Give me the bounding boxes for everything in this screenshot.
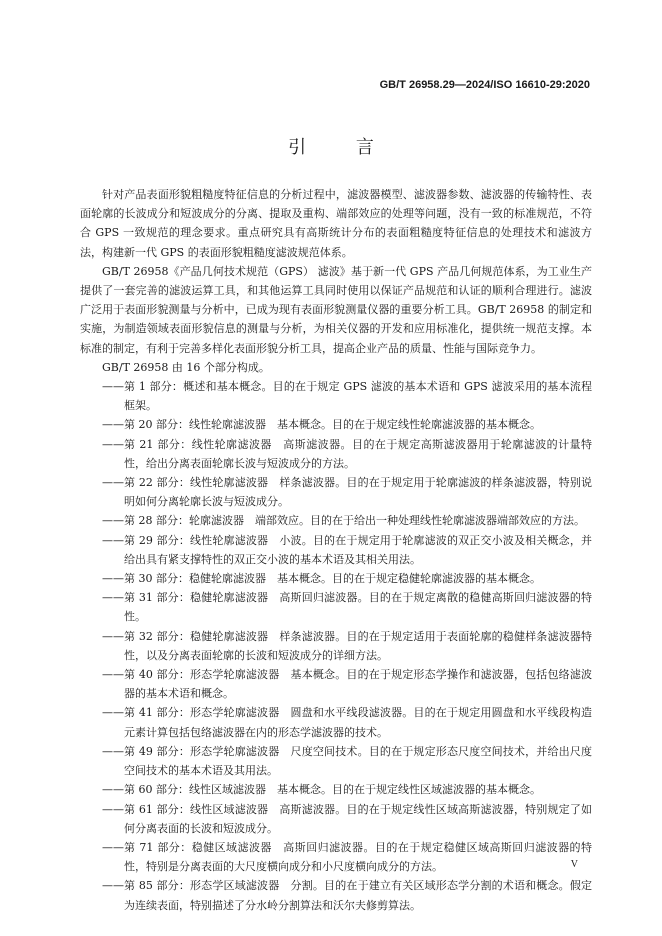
- parts-list-item: [80, 473, 592, 511]
- list-item-text: 第 60 部分：线性区域滤波器 基本概念。目的在于规定线性区域滤波器的基本概念。: [124, 783, 541, 797]
- list-dash: ——: [102, 668, 124, 682]
- parts-list-item: [80, 531, 592, 569]
- list-item-text: 第 30 部分：稳健轮廓滤波器 基本概念。目的在于规定稳健轮廓滤波器的基本概念。: [124, 572, 541, 586]
- intro-paragraph-1: 针对产品表面形貌粗糙度特征信息的分析过程中，滤波器模型、滤波器参数、滤波器的传输特性、表面轮廓的长波成分和短波成分的分离、提取及重构、端部效应的处理等问题，没有一致的标准规范，不符合 GPS 一致规范的理念要求。重点研究具有高斯统计分布的表面粗糙度特征信息的处理技术和滤波方法，构建新一代 GPS 的表面形貌粗糙度滤波规范体系。: [80, 188, 592, 259]
- document-body: [80, 185, 592, 915]
- list-dash: ——: [102, 591, 124, 605]
- parts-list-item: [80, 742, 592, 780]
- parts-list-item: [80, 569, 592, 588]
- page-title: 引 言: [288, 137, 396, 158]
- list-item-text: 第 41 部分：形态学轮廓滤波器 圆盘和水平线段滤波器。目的在于规定用圆盘和水平线段构造元素计算包括包络滤波器在内的形态学滤波器的技术。: [124, 706, 592, 739]
- list-dash: ——: [102, 744, 124, 758]
- parts-list-item: [80, 665, 592, 703]
- page-number: V: [570, 859, 578, 870]
- standard-number-header: GB/T 26958.29—2024/ISO 16610-29:2020: [379, 79, 590, 91]
- list-item-text: 第 21 部分：线性轮廓滤波器 高斯滤波器。目的在于规定高斯滤波器用于轮廓滤波的计量特性，给出分离表面轮廓长波与短波成分的方法。: [124, 437, 592, 470]
- intro-paragraph-3: GB/T 26958 由 16 个部分构成。: [102, 360, 270, 374]
- list-dash: ——: [102, 706, 124, 720]
- list-dash: ——: [102, 476, 124, 490]
- parts-list-item: [80, 800, 592, 838]
- parts-list: [80, 377, 592, 915]
- list-dash: ——: [102, 629, 124, 643]
- parts-list-item: [80, 588, 592, 626]
- parts-list-item: [80, 780, 592, 799]
- parts-list-item: [80, 876, 592, 914]
- parts-list-item: [80, 377, 592, 415]
- list-item-text: 第 22 部分：线性轮廓滤波器 样条滤波器。目的在于规定用于轮廓滤波的样条滤波器，特别说明如何分离轮廓长波与短波成分。: [124, 476, 592, 509]
- list-item-text: 第 31 部分：稳健轮廓滤波器 高斯回归滤波器。目的在于规定离散的稳健高斯回归滤波器的特性。: [124, 591, 592, 624]
- list-dash: ——: [102, 533, 124, 547]
- list-dash: ——: [102, 437, 124, 451]
- list-dash: ——: [102, 572, 124, 586]
- list-item-text: 第 1 部分：概述和基本概念。目的在于规定 GPS 滤波的基本术语和 GPS 滤波采用的基本流程框架。: [124, 380, 592, 413]
- intro-paragraph-2: GB/T 26958《产品几何技术规范（GPS） 滤波》基于新一代 GPS 产品几何规范体系，为工业生产提供了一套完善的滤波运算工具，和其他运算工具同时使用以保证产品规范和认证的顺利合理进行。滤波广泛用于表面形貌测量与分析中，已成为现有表面形貌测量仪器的重要分析工具。GB/T 26958 的制定和实施，为制造领域表面形貌信息的测量与分析，为相关仪器的开发和应用标准化，提供统一规范支撑。本标准的制定，有利于完善多样化表面形貌分析工具，提高企业产品的质量、性能与国际竞争力。: [80, 264, 592, 355]
- list-dash: ——: [102, 418, 124, 432]
- list-dash: ——: [102, 514, 124, 528]
- list-item-text: 第 28 部分：轮廓滤波器 端部效应。目的在于给出一种处理线性轮廓滤波器端部效应的方法。: [124, 514, 585, 528]
- list-item-text: 第 32 部分：稳健轮廓滤波器 样条滤波器。目的在于规定适用于表面轮廓的稳健样条滤波器特性，以及分离表面轮廓的长波和短波成分的详细方法。: [124, 629, 592, 662]
- list-item-text: 第 85 部分：形态学区域滤波器 分割。目的在于建立有关区域形态学分割的术语和概念。假定为连续表面，特别描述了分水岭分割算法和沃尔夫修剪算法。: [124, 879, 592, 912]
- parts-list-item: [80, 838, 592, 876]
- list-dash: ——: [102, 783, 124, 797]
- parts-list-item: [80, 511, 592, 530]
- list-dash: ——: [102, 879, 124, 893]
- list-item-text: 第 61 部分：线性区域滤波器 高斯滤波器。目的在于规定线性区域高斯滤波器，特别规定了如何分离表面的长波和短波成分。: [124, 802, 592, 835]
- list-item-text: 第 49 部分：形态学轮廓滤波器 尺度空间技术。目的在于规定形态尺度空间技术，并给出尺度空间技术的基本术语及其用法。: [124, 744, 592, 778]
- list-item-text: 第 20 部分：线性轮廓滤波器 基本概念。目的在于规定线性轮廓滤波器的基本概念。: [124, 418, 541, 432]
- list-dash: ——: [102, 802, 124, 816]
- list-item-text: 第 71 部分：稳健区域滤波器 高斯回归滤波器。目的在于规定稳健区域高斯回归滤波器的特性，特别是分离表面的大尺度横向成分和小尺度横向成分的方法。: [124, 840, 592, 874]
- list-dash: ——: [102, 380, 124, 394]
- list-item-text: 第 40 部分：形态学轮廓滤波器 基本概念。目的在于规定形态学操作和滤波器，包括包络滤波器的基本术语和概念。: [124, 668, 592, 701]
- parts-list-item: [80, 627, 592, 665]
- parts-list-item: [80, 703, 592, 741]
- list-item-text: 第 29 部分：线性轮廓滤波器 小波。目的在于规定用于轮廓滤波的双正交小波及相关概念，并给出具有紧支撑特性的双正交小波的基本术语及其相关用法。: [124, 533, 592, 566]
- list-dash: ——: [102, 840, 124, 854]
- parts-list-item: [80, 415, 592, 434]
- parts-list-item: [80, 435, 592, 473]
